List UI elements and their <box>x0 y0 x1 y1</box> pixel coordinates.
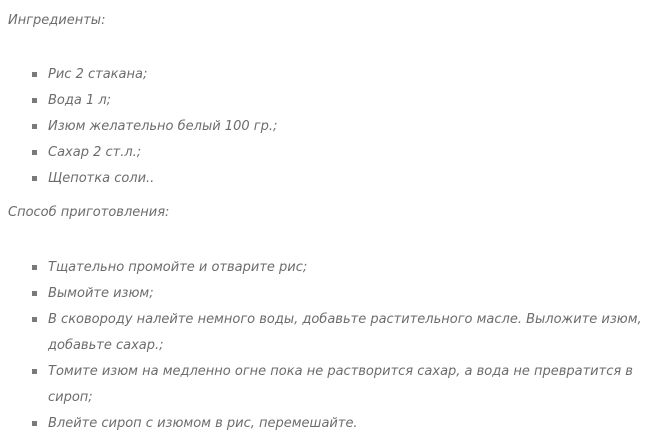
method-step-text: Тщательно промойте и отварите рис; <box>48 260 308 275</box>
ingredient-item <box>0 88 670 114</box>
ingredient-item <box>0 62 670 88</box>
square-bullet-icon <box>32 124 37 129</box>
square-bullet-icon <box>32 421 37 426</box>
square-bullet-icon <box>32 150 37 155</box>
ingredient-text: Вода 1 л; <box>48 93 112 108</box>
square-bullet-icon <box>32 176 37 181</box>
square-bullet-icon <box>32 98 37 103</box>
ingredient-text: Рис 2 стакана; <box>48 67 148 82</box>
ingredient-text: Щепотка соли.. <box>48 171 155 186</box>
method-list <box>0 255 670 437</box>
ingredients-list <box>0 62 670 192</box>
method-step-text: Вымойте изюм; <box>48 286 154 301</box>
ingredient-item <box>0 166 670 192</box>
method-step <box>0 281 670 307</box>
method-step <box>0 307 670 359</box>
square-bullet-icon <box>32 72 37 77</box>
method-heading: Способ приготовления: <box>8 205 170 220</box>
ingredients-heading: Ингредиенты: <box>8 13 106 28</box>
ingredient-item <box>0 140 670 166</box>
square-bullet-icon <box>32 317 37 322</box>
method-step <box>0 255 670 281</box>
method-step <box>0 411 670 437</box>
square-bullet-icon <box>32 291 37 296</box>
square-bullet-icon <box>32 369 37 374</box>
square-bullet-icon <box>32 265 37 270</box>
method-step-text: Томите изюм на медленно огне пока не растворится сахар, а вода не превратится в сироп; <box>48 364 633 405</box>
method-step-text: Влейте сироп с изюмом в рис, перемешайте. <box>48 416 358 431</box>
method-step-text: В сковороду налейте немного воды, добавьте растительного масле. Выложите изюм, добавьте сахар.; <box>48 312 642 353</box>
ingredient-text: Сахар 2 ст.л.; <box>48 145 142 160</box>
method-step <box>0 359 670 411</box>
ingredient-item <box>0 114 670 140</box>
ingredient-text: Изюм желательно белый 100 гр.; <box>48 119 278 134</box>
